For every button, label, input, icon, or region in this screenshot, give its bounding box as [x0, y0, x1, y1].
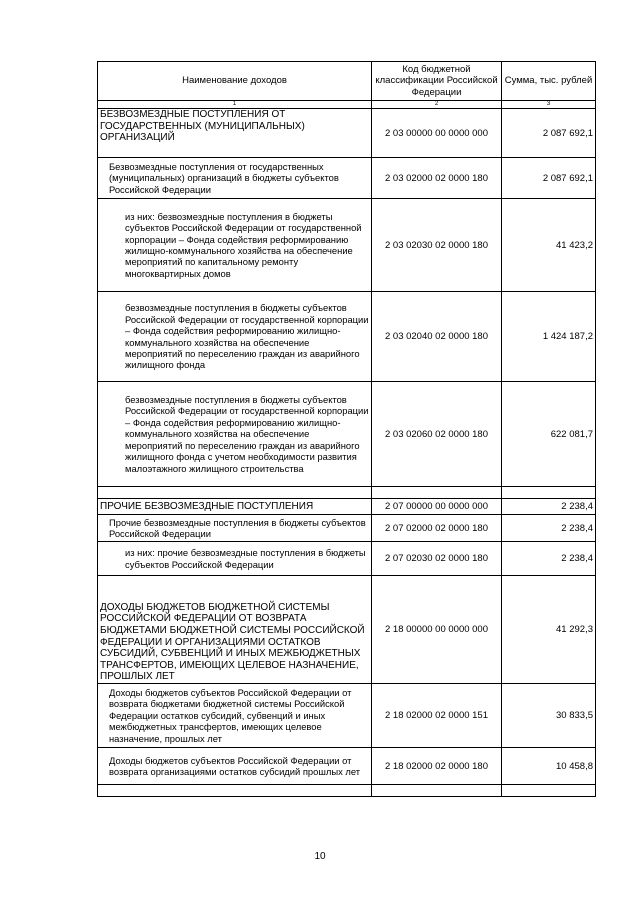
row-code: 2 03 02000 02 0000 180 — [372, 158, 502, 199]
row-name: безвозмездные поступления в бюджеты субъектов Российской Федерации от государственной корпорации – Фонда содействия реформированию жилищно-коммунального хозяйства на обеспечение мероприятий по переселению граждан из аварийного жилищного фонда с учетом необходимости развития малоэтажного жилищного строительства — [98, 382, 372, 487]
table-row — [98, 158, 596, 199]
table-row — [98, 109, 596, 158]
spacer-cell — [98, 785, 372, 797]
row-name: из них: безвозмездные поступления в бюджеты субъектов Российской Федерации от государственной корпорации – Фонда содействия реформированию жилищно-коммунального хозяйства на обеспечение мероприятий по капитальному ремонту многоквартирных домов — [98, 199, 372, 292]
row-name: из них: прочие безвозмездные поступления в бюджеты субъектов Российской Федерации — [98, 542, 372, 576]
header-revenue-name: Наименование доходов — [98, 62, 372, 101]
row-code: 2 18 02000 02 0000 151 — [372, 684, 502, 748]
row-sum: 41 292,3 — [502, 576, 596, 684]
table-row — [98, 382, 596, 487]
page-number: 10 — [314, 851, 326, 862]
row-code: 2 03 02040 02 0000 180 — [372, 292, 502, 382]
row-name: безвозмездные поступления в бюджеты субъектов Российской Федерации от государственной корпорации – Фонда содействия реформированию жилищно-коммунального хозяйства на обеспечение мероприятий по переселению граждан из аварийного жилищного фонда — [98, 292, 372, 382]
spacer-cell — [98, 487, 372, 499]
row-name: Доходы бюджетов субъектов Российской Федерации от возврата организациями остатков субсидий прошлых лет — [98, 748, 372, 785]
row-name: Прочие безвозмездные поступления в бюджеты субъектов Российской Федерации — [98, 515, 372, 542]
column-number-1: 1 — [98, 101, 372, 109]
row-name: Безвозмездные поступления от государственных (муниципальных) организаций в бюджеты субъектов Российской Федерации — [98, 158, 372, 199]
row-sum: 2 238,4 — [502, 499, 596, 515]
row-code: 2 03 00000 00 0000 000 — [372, 109, 502, 158]
spacer-row — [98, 785, 596, 797]
table-row — [98, 684, 596, 748]
row-code: 2 18 00000 00 0000 000 — [372, 576, 502, 684]
row-name: БЕЗВОЗМЕЗДНЫЕ ПОСТУПЛЕНИЯ ОТ ГОСУДАРСТВЕННЫХ (МУНИЦИПАЛЬНЫХ) ОРГАНИЗАЦИЙ — [98, 109, 372, 158]
row-sum: 30 833,5 — [502, 684, 596, 748]
row-name: Доходы бюджетов субъектов Российской Федерации от возврата бюджетами бюджетной системы Российской Федерации остатков субсидий, субвенций и иных межбюджетных трансфертов, имеющих целевое назначение, прошлых лет — [98, 684, 372, 748]
spacer-cell — [372, 487, 502, 499]
spacer-cell — [502, 785, 596, 797]
row-code: 2 03 02030 02 0000 180 — [372, 199, 502, 292]
row-code: 2 07 00000 00 0000 000 — [372, 499, 502, 515]
revenue-table — [97, 61, 596, 797]
row-sum: 41 423,2 — [502, 199, 596, 292]
row-name: ДОХОДЫ БЮДЖЕТОВ БЮДЖЕТНОЙ СИСТЕМЫ РОССИЙСКОЙ ФЕДЕРАЦИИ ОТ ВОЗВРАТА БЮДЖЕТАМИ БЮДЖЕТНОЙ СИСТЕМЫ РОССИЙСКОЙ ФЕДЕРАЦИИ И ОРГАНИЗАЦИЯМИ ОСТАТКОВ СУБСИДИЙ, СУБВЕНЦИЙ И ИНЫХ МЕЖБЮДЖЕТНЫХ ТРАНСФЕРТОВ, ИМЕЮЩИХ ЦЕЛЕВОЕ НАЗНАЧЕНИЕ, ПРОШЛЫХ ЛЕТ — [98, 576, 372, 684]
row-sum: 10 458,8 — [502, 748, 596, 785]
table-row — [98, 748, 596, 785]
spacer-cell — [502, 487, 596, 499]
row-name: ПРОЧИЕ БЕЗВОЗМЕЗДНЫЕ ПОСТУПЛЕНИЯ — [98, 499, 372, 515]
row-sum: 2 238,4 — [502, 515, 596, 542]
column-number-row — [98, 101, 596, 109]
spacer-row — [98, 487, 596, 499]
row-sum: 2 238,4 — [502, 542, 596, 576]
column-number-2: 2 — [372, 101, 502, 109]
table-row — [98, 576, 596, 684]
spacer-cell — [372, 785, 502, 797]
row-code: 2 07 02000 02 0000 180 — [372, 515, 502, 542]
row-sum: 1 424 187,2 — [502, 292, 596, 382]
row-code: 2 18 02000 02 0000 180 — [372, 748, 502, 785]
table-row — [98, 499, 596, 515]
row-code: 2 07 02030 02 0000 180 — [372, 542, 502, 576]
row-sum: 622 081,7 — [502, 382, 596, 487]
row-sum: 2 087 692,1 — [502, 109, 596, 158]
table-row — [98, 199, 596, 292]
table-row — [98, 292, 596, 382]
row-sum: 2 087 692,1 — [502, 158, 596, 199]
header-budget-code: Код бюджетной классификации Российской Федерации — [372, 62, 502, 101]
table-row — [98, 542, 596, 576]
column-number-3: 3 — [502, 101, 596, 109]
row-code: 2 03 02060 02 0000 180 — [372, 382, 502, 487]
table-header-row — [98, 62, 596, 101]
header-amount: Сумма, тыс. рублей — [502, 62, 596, 101]
table-row — [98, 515, 596, 542]
